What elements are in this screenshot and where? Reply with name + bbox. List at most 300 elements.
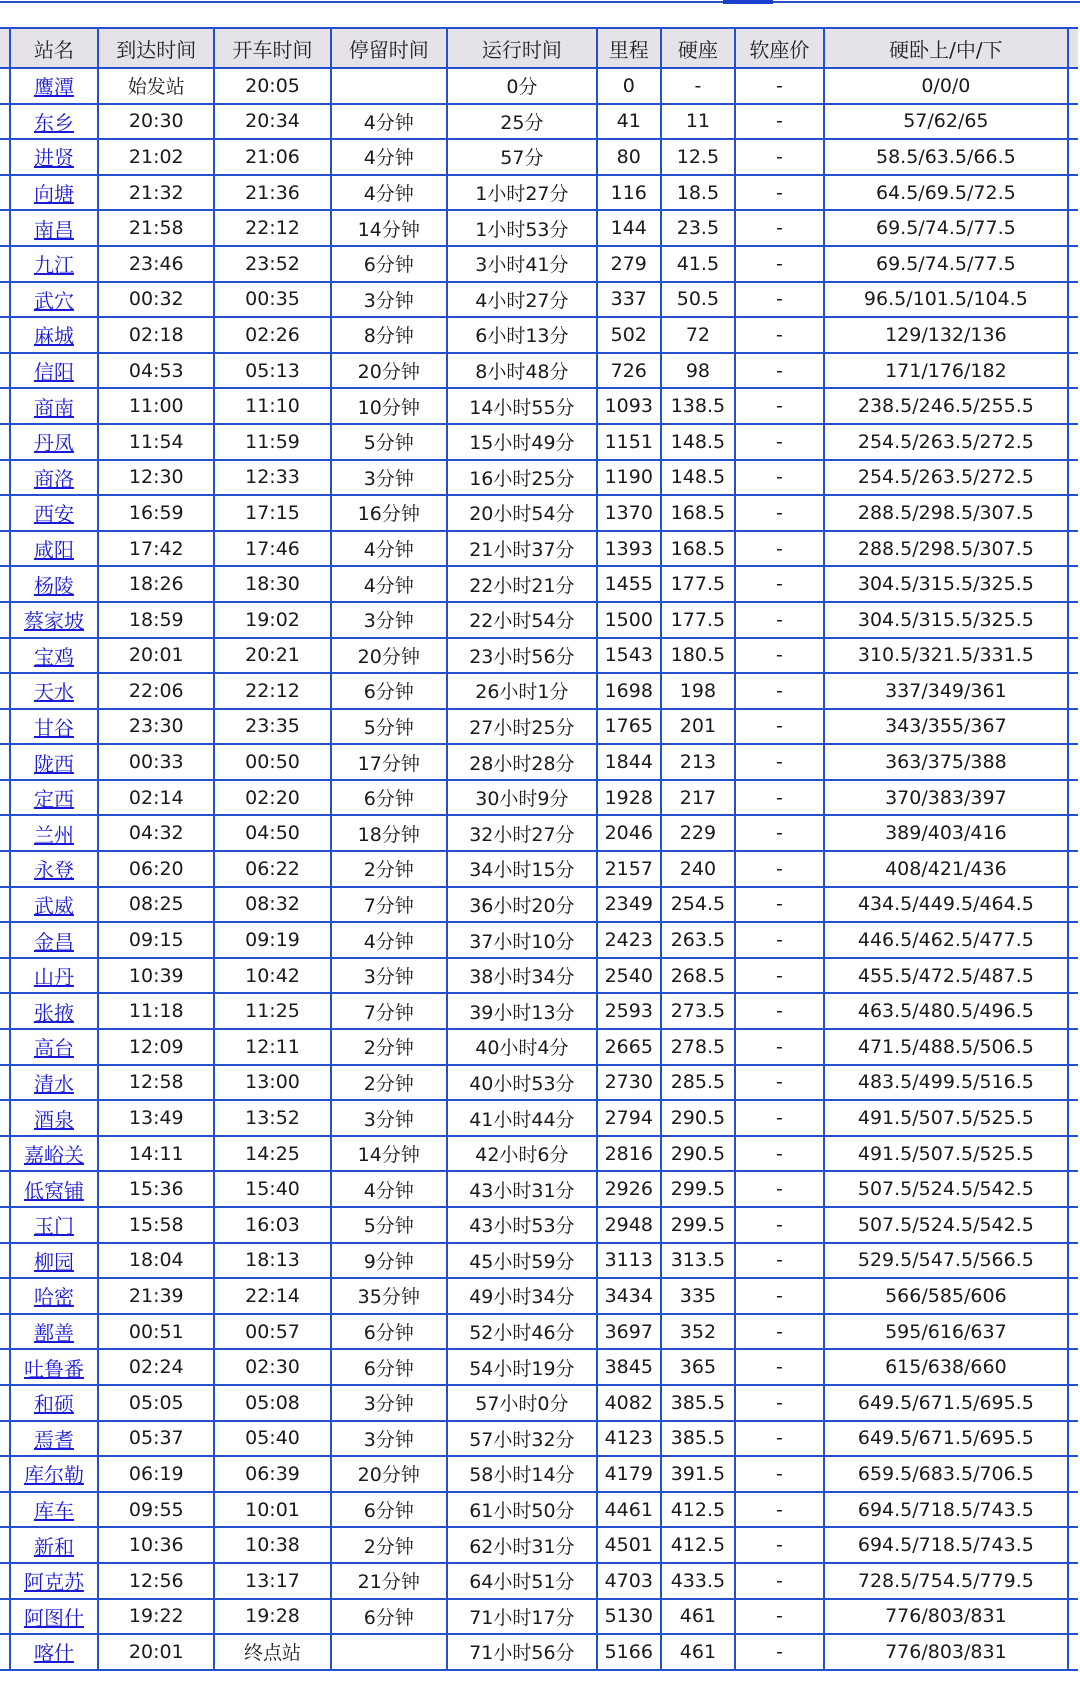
cell-hard-seat-price: 461 [661,1599,736,1635]
cell-distance: 5166 [597,1634,661,1670]
station-link[interactable]: 西安 [33,502,74,527]
row-tail [1068,1563,1078,1599]
cell-station [10,709,98,745]
cell-soft-seat-price: - [735,175,823,211]
cell-departure-time: 22:12 [214,673,330,709]
row-tail [1068,460,1078,496]
cell-stop-duration: 20分钟 [331,638,447,674]
cell-hard-sleeper-price: 659.5/683.5/706.5 [824,1456,1069,1492]
station-link[interactable]: 九江 [33,253,74,278]
cell-arrival-time: 20:01 [98,1634,214,1670]
cell-arrival-time: 09:15 [98,922,214,958]
cell-departure-time: 23:35 [214,709,330,745]
table-row [0,922,1078,958]
cell-departure-time: 10:38 [214,1527,330,1563]
station-link[interactable]: 清水 [33,1071,74,1096]
cell-elapsed-time: 27小时25分 [447,709,597,745]
cell-distance: 2423 [597,922,661,958]
cell-departure-time: 19:02 [214,602,330,638]
cell-station [10,1634,98,1670]
cell-hard-sleeper-price: 408/421/436 [824,851,1069,887]
cell-soft-seat-price: - [735,1563,823,1599]
station-link[interactable]: 杨陵 [33,573,74,598]
cell-departure-time: 00:50 [214,744,330,780]
cell-elapsed-time: 58小时14分 [447,1456,597,1492]
row-stub [0,638,10,674]
cell-soft-seat-price: - [735,282,823,318]
station-link[interactable]: 新和 [33,1534,74,1559]
cell-distance: 4082 [597,1385,661,1421]
cell-station [10,602,98,638]
cell-elapsed-time: 15小时49分 [447,424,597,460]
row-stub [0,424,10,460]
station-link[interactable]: 吐鲁番 [23,1356,84,1381]
cell-hard-sleeper-price: 507.5/524.5/542.5 [824,1207,1069,1243]
cell-hard-sleeper-price: 304.5/315.5/325.5 [824,566,1069,602]
cell-arrival-time: 10:39 [98,958,214,994]
cell-hard-seat-price: 168.5 [661,495,736,531]
cell-soft-seat-price: - [735,566,823,602]
cell-elapsed-time: 32小时27分 [447,815,597,851]
station-link[interactable]: 进贤 [33,146,74,171]
cell-departure-time: 20:34 [214,104,330,140]
cell-elapsed-time: 45小时59分 [447,1243,597,1279]
cell-hard-sleeper-price: 455.5/472.5/487.5 [824,958,1069,994]
cell-hard-sleeper-price: 171/176/182 [824,353,1069,389]
cell-distance: 2046 [597,815,661,851]
station-link[interactable]: 和硕 [33,1392,74,1417]
cell-distance: 2816 [597,1136,661,1172]
row-stub [0,566,10,602]
cell-hard-sleeper-price: 434.5/449.5/464.5 [824,887,1069,923]
cell-stop-duration: 35分钟 [331,1278,447,1314]
cell-hard-seat-price: 198 [661,673,736,709]
cell-soft-seat-price: - [735,1207,823,1243]
cell-soft-seat-price: - [735,388,823,424]
cell-stop-duration: 4分钟 [331,139,447,175]
cell-soft-seat-price: - [735,1527,823,1563]
cell-elapsed-time: 16小时25分 [447,460,597,496]
cell-stop-duration [331,68,447,104]
cell-hard-seat-price: 313.5 [661,1243,736,1279]
cell-hard-seat-price: 12.5 [661,139,736,175]
cell-elapsed-time: 71小时56分 [447,1634,597,1670]
cell-station [10,1527,98,1563]
station-link[interactable]: 金昌 [33,929,74,954]
table-row [0,1243,1078,1279]
table-row [0,531,1078,567]
cell-stop-duration: 6分钟 [331,1349,447,1385]
cell-stop-duration: 4分钟 [331,566,447,602]
cell-arrival-time: 12:56 [98,1563,214,1599]
cell-departure-time: 18:13 [214,1243,330,1279]
cell-departure-time: 12:33 [214,460,330,496]
table-row [0,317,1078,353]
station-link[interactable]: 哈密 [33,1285,74,1310]
cell-station [10,282,98,318]
cell-departure-time: 21:06 [214,139,330,175]
station-link[interactable]: 定西 [33,787,74,812]
row-tail [1068,104,1078,140]
cell-soft-seat-price: - [735,1599,823,1635]
cell-departure-time: 02:20 [214,780,330,816]
cell-arrival-time: 14:11 [98,1136,214,1172]
cell-elapsed-time: 4小时27分 [447,282,597,318]
row-stub [0,1029,10,1065]
cell-soft-seat-price: - [735,993,823,1029]
table-row [0,1207,1078,1243]
cell-departure-time: 23:52 [214,246,330,282]
station-link[interactable]: 嘉峪关 [23,1143,84,1168]
cell-hard-seat-price: 240 [661,851,736,887]
cell-station [10,887,98,923]
row-stub [0,1243,10,1279]
cell-hard-sleeper-price: 69.5/74.5/77.5 [824,246,1069,282]
cell-station [10,246,98,282]
cell-elapsed-time: 1小时27分 [447,175,597,211]
cell-station [10,1349,98,1385]
station-link[interactable]: 库尔勒 [23,1463,84,1488]
cell-hard-sleeper-price: 491.5/507.5/525.5 [824,1136,1069,1172]
row-tail [1068,1349,1078,1385]
station-link[interactable]: 丹凤 [33,431,74,456]
row-tail [1068,1029,1078,1065]
cell-hard-sleeper-price: 254.5/263.5/272.5 [824,424,1069,460]
station-link[interactable]: 宝鸡 [33,644,74,669]
cell-distance: 4703 [597,1563,661,1599]
station-link[interactable]: 玉门 [33,1214,74,1239]
cell-hard-sleeper-price: 64.5/69.5/72.5 [824,175,1069,211]
station-link[interactable]: 柳园 [33,1249,74,1274]
cell-departure-time: 00:35 [214,282,330,318]
cell-distance: 5130 [597,1599,661,1635]
row-stub [0,744,10,780]
cell-station [10,68,98,104]
row-stub [0,282,10,318]
row-tail [1068,424,1078,460]
station-link[interactable]: 鄯善 [33,1321,74,1346]
row-tail [1068,851,1078,887]
active-tab-indicator [723,0,773,4]
station-link[interactable]: 陇西 [33,751,74,776]
cell-stop-duration: 6分钟 [331,780,447,816]
cell-hard-seat-price: 98 [661,353,736,389]
cell-departure-time: 09:19 [214,922,330,958]
cell-soft-seat-price: - [735,353,823,389]
station-link[interactable]: 阿图什 [23,1605,84,1630]
cell-stop-duration: 4分钟 [331,1171,447,1207]
row-tail [1068,175,1078,211]
cell-hard-seat-price: 180.5 [661,638,736,674]
cell-departure-time: 00:57 [214,1314,330,1350]
cell-soft-seat-price: - [735,246,823,282]
cell-elapsed-time: 23小时56分 [447,638,597,674]
row-stub [0,495,10,531]
cell-station [10,1029,98,1065]
station-link[interactable]: 高台 [33,1036,74,1061]
cell-departure-time: 13:17 [214,1563,330,1599]
station-link[interactable]: 天水 [33,680,74,705]
cell-hard-seat-price: 254.5 [661,887,736,923]
cell-hard-seat-price: 148.5 [661,424,736,460]
row-stub [0,1385,10,1421]
row-stub [0,1349,10,1385]
station-link[interactable]: 信阳 [33,360,74,385]
cell-hard-seat-price: 365 [661,1349,736,1385]
cell-hard-seat-price: 213 [661,744,736,780]
cell-stop-duration: 10分钟 [331,388,447,424]
cell-hard-seat-price: 11 [661,104,736,140]
cell-departure-time: 21:36 [214,175,330,211]
row-stub [0,28,10,68]
cell-elapsed-time: 57小时0分 [447,1385,597,1421]
cell-elapsed-time: 49小时34分 [447,1278,597,1314]
station-link[interactable]: 向塘 [33,182,74,207]
cell-stop-duration: 18分钟 [331,815,447,851]
cell-departure-time: 11:25 [214,993,330,1029]
station-link[interactable]: 库车 [33,1499,74,1524]
table-row [0,1599,1078,1635]
cell-hard-seat-price: 18.5 [661,175,736,211]
row-stub [0,1456,10,1492]
cell-hard-seat-price: 391.5 [661,1456,736,1492]
cell-soft-seat-price: - [735,1456,823,1492]
station-link[interactable]: 商洛 [33,466,74,491]
table-row [0,353,1078,389]
cell-hard-sleeper-price: 304.5/315.5/325.5 [824,602,1069,638]
table-row [0,1421,1078,1457]
station-link[interactable]: 武穴 [33,288,74,313]
cell-station [10,1492,98,1528]
cell-distance: 3697 [597,1314,661,1350]
station-link[interactable]: 兰州 [33,822,74,847]
cell-stop-duration: 3分钟 [331,282,447,318]
header-hard-sleeper-price: 硬卧上/中/下 [824,28,1069,68]
cell-arrival-time: 21:02 [98,139,214,175]
table-row [0,1527,1078,1563]
station-link[interactable]: 甘谷 [33,715,74,740]
cell-station [10,317,98,353]
cell-soft-seat-price: - [735,851,823,887]
station-link[interactable]: 酒泉 [33,1107,74,1132]
cell-elapsed-time: 14小时55分 [447,388,597,424]
cell-arrival-time: 23:46 [98,246,214,282]
cell-arrival-time: 始发站 [98,68,214,104]
cell-station [10,388,98,424]
table-row [0,460,1078,496]
cell-stop-duration: 4分钟 [331,175,447,211]
cell-elapsed-time: 43小时53分 [447,1207,597,1243]
cell-arrival-time: 21:58 [98,210,214,246]
cell-hard-seat-price: 268.5 [661,958,736,994]
cell-distance: 80 [597,139,661,175]
cell-station [10,922,98,958]
cell-arrival-time: 04:53 [98,353,214,389]
cell-stop-duration [331,1634,447,1670]
row-stub [0,815,10,851]
row-stub [0,1207,10,1243]
cell-station [10,1385,98,1421]
cell-station [10,1136,98,1172]
cell-soft-seat-price: - [735,1421,823,1457]
cell-elapsed-time: 30小时9分 [447,780,597,816]
cell-station [10,815,98,851]
row-tail [1068,887,1078,923]
cell-station [10,780,98,816]
cell-stop-duration: 20分钟 [331,353,447,389]
cell-soft-seat-price: - [735,104,823,140]
row-stub [0,1100,10,1136]
station-link[interactable]: 武威 [33,893,74,918]
table-row [0,495,1078,531]
row-stub [0,851,10,887]
cell-distance: 1455 [597,566,661,602]
cell-arrival-time: 11:00 [98,388,214,424]
cell-hard-seat-price: 412.5 [661,1527,736,1563]
row-stub [0,780,10,816]
station-link[interactable]: 张掖 [33,1000,74,1025]
cell-arrival-time: 15:36 [98,1171,214,1207]
row-stub [0,1492,10,1528]
cell-hard-seat-price: 201 [661,709,736,745]
table-row [0,210,1078,246]
cell-hard-sleeper-price: 529.5/547.5/566.5 [824,1243,1069,1279]
cell-departure-time: 22:14 [214,1278,330,1314]
table-row [0,744,1078,780]
cell-distance: 1928 [597,780,661,816]
cell-elapsed-time: 40小时4分 [447,1029,597,1065]
cell-distance: 116 [597,175,661,211]
cell-arrival-time: 12:58 [98,1065,214,1101]
row-stub [0,602,10,638]
station-link[interactable]: 山丹 [33,965,74,990]
cell-departure-time: 13:00 [214,1065,330,1101]
station-link[interactable]: 商南 [33,395,74,420]
cell-elapsed-time: 3小时41分 [447,246,597,282]
cell-distance: 1190 [597,460,661,496]
row-stub [0,353,10,389]
station-link[interactable]: 咸阳 [33,538,74,563]
row-tail [1068,1136,1078,1172]
station-link[interactable]: 蔡家坡 [23,609,84,634]
cell-station [10,1599,98,1635]
cell-elapsed-time: 6小时13分 [447,317,597,353]
cell-distance: 41 [597,104,661,140]
cell-arrival-time: 18:26 [98,566,214,602]
table-row [0,104,1078,140]
cell-distance: 2157 [597,851,661,887]
row-tail [1068,139,1078,175]
table-row [0,638,1078,674]
cell-station [10,1100,98,1136]
station-link[interactable]: 永登 [33,858,74,883]
table-row [0,958,1078,994]
cell-stop-duration: 6分钟 [331,1314,447,1350]
cell-arrival-time: 20:30 [98,104,214,140]
cell-arrival-time: 00:32 [98,282,214,318]
cell-soft-seat-price: - [735,460,823,496]
cell-stop-duration: 3分钟 [331,460,447,496]
row-stub [0,673,10,709]
cell-elapsed-time: 41小时44分 [447,1100,597,1136]
cell-soft-seat-price: - [735,780,823,816]
cell-soft-seat-price: - [735,1171,823,1207]
cell-arrival-time: 17:42 [98,531,214,567]
table-row [0,139,1078,175]
cell-hard-sleeper-price: 694.5/718.5/743.5 [824,1492,1069,1528]
station-link[interactable]: 鹰潭 [33,75,74,100]
header-station: 站名 [10,28,98,68]
cell-arrival-time: 21:39 [98,1278,214,1314]
cell-distance: 2730 [597,1065,661,1101]
row-tail [1068,388,1078,424]
station-link[interactable]: 低窝铺 [23,1178,84,1203]
row-tail [1068,780,1078,816]
cell-arrival-time: 05:05 [98,1385,214,1421]
cell-arrival-time: 00:33 [98,744,214,780]
cell-arrival-time: 13:49 [98,1100,214,1136]
row-stub [0,958,10,994]
header-departure-time: 开车时间 [214,28,330,68]
station-link[interactable]: 南昌 [33,217,74,242]
cell-hard-sleeper-price: 491.5/507.5/525.5 [824,1100,1069,1136]
cell-hard-seat-price: 335 [661,1278,736,1314]
cell-elapsed-time: 21小时37分 [447,531,597,567]
cell-hard-sleeper-price: 363/375/388 [824,744,1069,780]
cell-departure-time: 06:22 [214,851,330,887]
row-tail [1068,744,1078,780]
row-stub [0,1634,10,1670]
cell-arrival-time: 09:55 [98,1492,214,1528]
cell-distance: 2593 [597,993,661,1029]
cell-hard-sleeper-price: 694.5/718.5/743.5 [824,1527,1069,1563]
table-row [0,1492,1078,1528]
cell-elapsed-time: 38小时34分 [447,958,597,994]
cell-soft-seat-price: - [735,531,823,567]
table-row [0,388,1078,424]
table-row [0,1314,1078,1350]
row-stub [0,317,10,353]
cell-arrival-time: 20:01 [98,638,214,674]
station-link[interactable]: 焉耆 [33,1427,74,1452]
cell-arrival-time: 05:37 [98,1421,214,1457]
cell-hard-sleeper-price: 238.5/246.5/255.5 [824,388,1069,424]
cell-arrival-time: 00:51 [98,1314,214,1350]
row-stub [0,104,10,140]
cell-arrival-time: 11:18 [98,993,214,1029]
station-link[interactable]: 阿克苏 [23,1570,84,1595]
cell-arrival-time: 02:18 [98,317,214,353]
cell-distance: 1370 [597,495,661,531]
cell-arrival-time: 23:30 [98,709,214,745]
station-link[interactable]: 喀什 [33,1641,74,1666]
table-row [0,175,1078,211]
cell-distance: 1151 [597,424,661,460]
cell-hard-sleeper-price: 776/803/831 [824,1599,1069,1635]
row-tail [1068,28,1078,68]
row-tail [1068,993,1078,1029]
cell-departure-time: 20:21 [214,638,330,674]
cell-hard-seat-price: 412.5 [661,1492,736,1528]
cell-distance: 4461 [597,1492,661,1528]
cell-arrival-time: 06:19 [98,1456,214,1492]
row-tail [1068,1171,1078,1207]
cell-elapsed-time: 57小时32分 [447,1421,597,1457]
station-link[interactable]: 麻城 [33,324,74,349]
station-link[interactable]: 东乡 [33,110,74,135]
cell-soft-seat-price: - [735,317,823,353]
cell-departure-time: 终点站 [214,1634,330,1670]
